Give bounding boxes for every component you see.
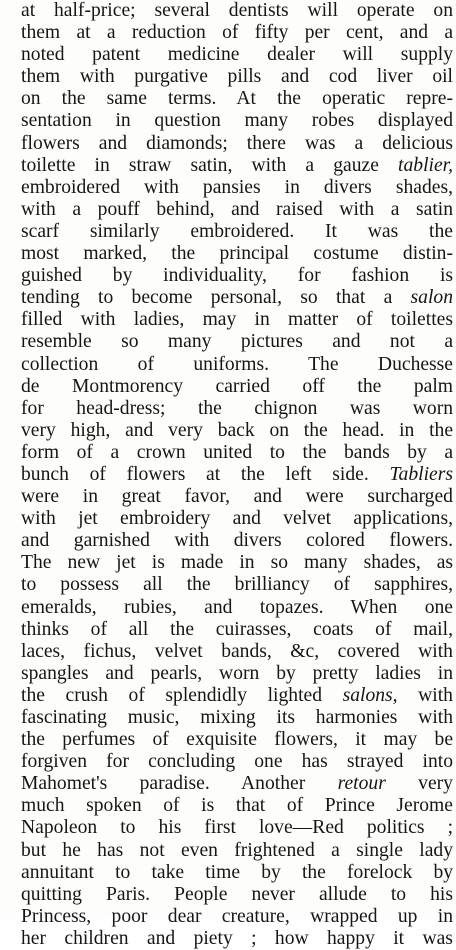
text-line: them with purgative pills and cod liver oil <box>21 66 453 88</box>
text-line: resemble so many pictures and not a <box>21 331 454 353</box>
text-line: fascinating music, mixing its harmonies with <box>21 707 454 728</box>
text-line: Mahomet's paradise. Another retour very <box>21 773 453 795</box>
text-line: but he has not even frightened a single lady <box>21 839 453 861</box>
text-line: de Montmorency carried off the palm <box>21 375 454 397</box>
text-line: toilette in straw satin, with a gauze tablier, <box>21 154 454 176</box>
text-line: laces, fichus, velvet bands, &c, covered with <box>21 640 453 662</box>
text-line: sentation in question many robes displayed <box>21 110 453 132</box>
text-line: to possess all the brilliancy of sapphires, <box>21 574 453 596</box>
text-line: with a pouff behind, and raised with a satin <box>21 198 454 220</box>
text-line: The new jet is made in so many shades, as <box>21 552 454 574</box>
text-line: spangles and pearls, worn by pretty ladies in <box>21 662 454 684</box>
text-line: embroidered with pansies in divers shades, <box>21 176 453 198</box>
text-line: guished by individuality, for fashion is <box>21 265 454 287</box>
text-line: forgiven for concluding one has strayed into <box>21 751 454 773</box>
text-line: collection of uniforms. The Duchesse <box>21 353 454 375</box>
text-line: quitting Paris. People never allude to his <box>21 883 453 905</box>
text-line: at half-price; several dentists will operate on <box>21 0 453 21</box>
text-line: thinks of all the cuirasses, coats of mail, <box>21 618 453 640</box>
text-line: Princess, poor dear creature, wrapped up in <box>21 905 454 927</box>
text-line: most marked, the principal costume distin- <box>21 243 453 265</box>
text-line: them at a reduction of fifty per cent, and a <box>21 22 454 44</box>
text-line: tending to become personal, so that a salon <box>21 287 453 309</box>
text-line: scarf similarly embroidered. It was the <box>21 220 453 242</box>
text-line: bunch of flowers at the left side. Tabliers <box>21 463 453 485</box>
text-line: flowers and diamonds; there was a delicious <box>21 132 453 154</box>
text-line: were in great favor, and were surcharged <box>21 486 453 508</box>
text-line: for head-dress; the chignon was worn <box>21 397 454 419</box>
text-line: filled with ladies, may in matter of toilettes <box>21 309 453 331</box>
text-line: Napoleon to his first love—Red politics ; <box>21 817 454 839</box>
text-line: the crush of splendidly lighted salons, with <box>21 684 453 706</box>
text-line: on the same terms. At the operatic repre- <box>21 88 453 110</box>
text-line: much spoken of is that of Prince Jerome <box>21 795 453 817</box>
text-line: and garnished with divers colored flowers. <box>21 530 453 552</box>
text-line: very high, and very back on the head. in the <box>21 419 454 441</box>
text-line: noted patent medicine dealer will supply <box>21 44 454 66</box>
text-line: emeralds, rubies, and topazes. When one <box>21 596 453 618</box>
text-line: form of a crown united to the bands by a <box>21 441 454 463</box>
text-line: annuitant to take time by the forelock by <box>21 861 454 883</box>
text-line: the perfumes of exquisite flowers, it may be <box>21 729 454 751</box>
text-line: with jet embroidery and velvet applications, <box>21 508 453 530</box>
text-line: her children and piety ; how happy it was <box>21 927 453 949</box>
